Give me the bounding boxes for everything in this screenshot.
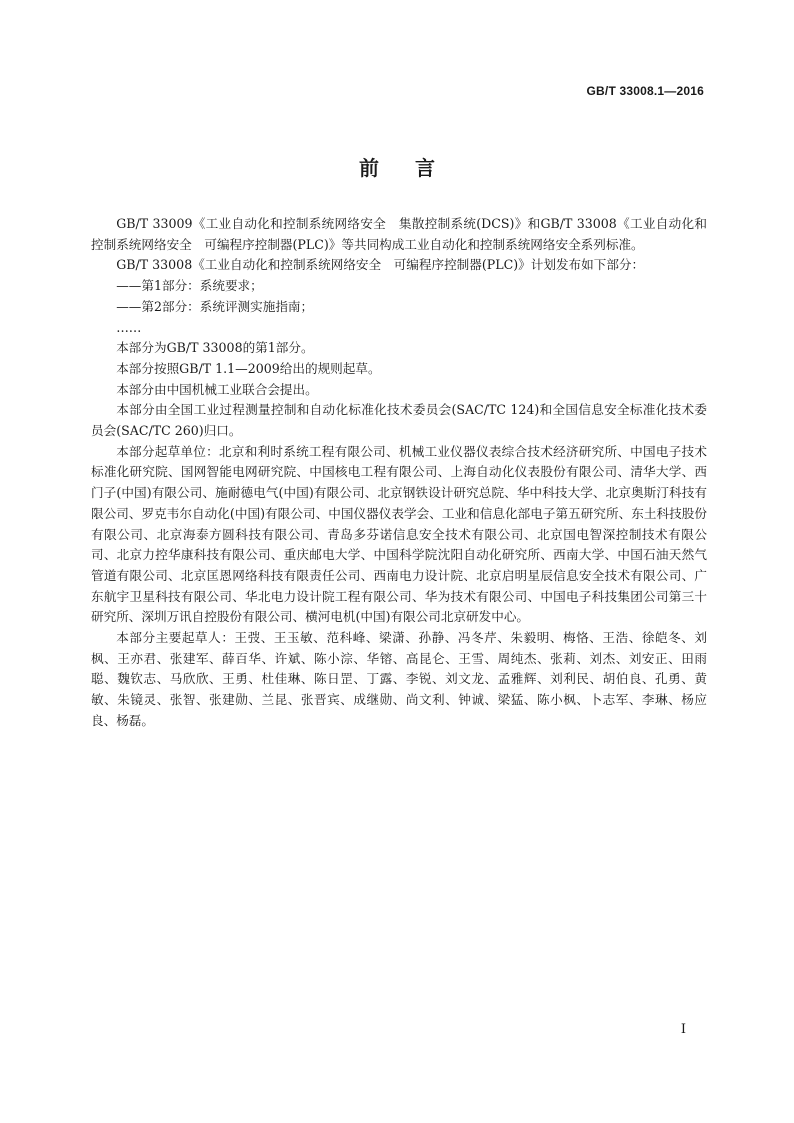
list-item-part-1: ——第1部分：系统要求； [116, 278, 263, 294]
list-ellipsis: …… [116, 319, 142, 335]
foreword-body [91, 214, 707, 732]
paragraph-drafting-units: 本部分起草单位：北京和利时系统工程有限公司、机械工业仪器仪表综合技术经济研究所、中国电子技术标准化研究院、国网智能电网研究院、中国核电工程有限公司、上海自动化仪表股份有限公司、清华大学、西门子(中国)有限公司、施耐德电气(中国)有限公司、北京钢铁设计研究总院、华中科技大学、北京奥斯汀科技有限公司、罗克韦尔自动化(中国)有限公司、中国仪器仪表学会、工业和信息化部电子第五研究所、东土科技股份有限公司、北京海泰方圆科技有限公司、青岛多芬诺信息安全技术有限公司、北京国电智深控制技术有限公司、北京力控华康科技有限公司、重庆邮电大学、中国科学院沈阳自动化研究所、西南大学、中国石油天然气管道有限公司、北京匡恩网络科技有限责任公司、西南电力设计院、北京启明星辰信息安全技术有限公司、广东航宇卫星科技有限公司、华北电力设计院工程有限公司、华为技术有限公司、中国电子科技集团公司第三十研究所、深圳万讯自控股份有限公司、横河电机(中国)有限公司北京研发中心。 [91, 443, 707, 625]
list-item-part-2: ——第2部分：系统评测实施指南； [116, 298, 314, 314]
paragraph-proposer: 本部分由中国机械工业联合会提出。 [116, 381, 318, 397]
paragraph-drafting-rules: 本部分按照GB/T 1.1—2009给出的规则起草。 [116, 360, 381, 376]
paragraph-technical-committee: 本部分由全国工业过程测量控制和自动化标准化技术委员会(SAC/TC 124)和全国信息安全标准化技术委员会(SAC/TC 260)归口。 [91, 402, 707, 439]
paragraph-part-statement: 本部分为GB/T 33008的第1部分。 [116, 340, 314, 356]
paragraph-drafters: 本部分主要起草人：王弢、王玉敏、范科峰、梁潇、孙静、冯冬芹、朱毅明、梅恪、王浩、徐皑冬、刘枫、王亦君、张建军、薛百华、许斌、陈小淙、华镕、高昆仑、王雪、周纯杰、张莉、刘杰、刘安正、田雨聪、魏钦志、马欣欣、王勇、杜佳琳、陈日罡、丁露、李锐、刘文龙、孟雅辉、刘利民、胡伯良、孔勇、黄敏、朱镜灵、张智、张建勋、兰昆、张晋宾、成继勋、尚文利、钟诚、梁猛、陈小枫、卜志军、李琳、杨应良、杨磊。 [91, 630, 707, 728]
paragraph-parts-plan: GB/T 33008《工业自动化和控制系统网络安全 可编程序控制器(PLC)》计划发布如下部分： [116, 257, 645, 273]
page-number: I [680, 1022, 686, 1037]
page-title: 前言 [359, 156, 471, 180]
standard-number: GB/T 33008.1—2016 [586, 84, 704, 98]
paragraph-series-intro: GB/T 33009《工业自动化和控制系统网络安全 集散控制系统(DCS)》和GB/T 33008《工业自动化和控制系统网络安全 可编程序控制器(PLC)》等共同构成工业自动化和控制系统网络安全系列标准。 [91, 216, 707, 252]
